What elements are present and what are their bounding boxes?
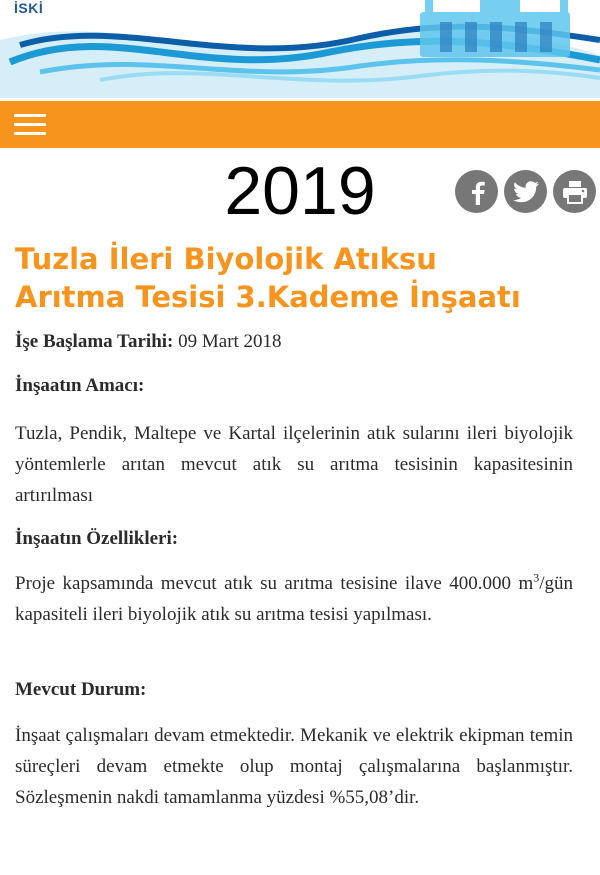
purpose-text: Tuzla, Pendik, Maltepe ve Kartal ilçelerinin atık sularını ileri biyolojik yöntemlerle arıtan mevcut atık su arıtma tesisinin kapasitesinin artırılması [15,423,573,506]
status-heading: Mevcut Durum: [15,679,147,700]
header-banner [0,0,600,98]
year-heading: 2019 [224,153,376,229]
title-line-1: Tuzla İleri Biyolojik Atıksu [15,242,437,276]
menu-bar [0,101,600,148]
facebook-icon[interactable] [455,170,498,213]
hamburger-menu-icon[interactable] [14,114,46,136]
title-line-2: Arıtma Tesisi 3.Kademe İnşaatı [15,280,521,314]
print-icon[interactable] [553,170,596,213]
features-heading: İnşaatın Özellikleri: [15,528,179,549]
start-date-value: 09 Mart 2018 [178,331,282,352]
status-text: İnşaat çalışmaları devam etmektedir. Mekanik ve elektrik ekipman temin süreçleri devam etmekte olup montaj çalışmalarına başlanmıştır. Sözleşmenin nakdi tamamlanma yüzdesi %55,08’dir. [15,725,573,808]
purpose-heading: İnşaatın Amacı: [15,375,145,396]
features-text: Proje kapsamında mevcut atık su arıtma tesisine ilave 400.000 $m^3$/gün kapasiteli ileri biyolojik atık su arıtma tesisi yapılması. [15,570,573,625]
start-date-row [15,326,573,357]
start-date-label: İşe Başlama Tarihi: [15,331,174,352]
twitter-icon[interactable] [504,170,547,213]
project-title [15,240,575,316]
logo[interactable]: İSKİ [14,0,44,16]
wave-banner-graphic [0,0,600,98]
